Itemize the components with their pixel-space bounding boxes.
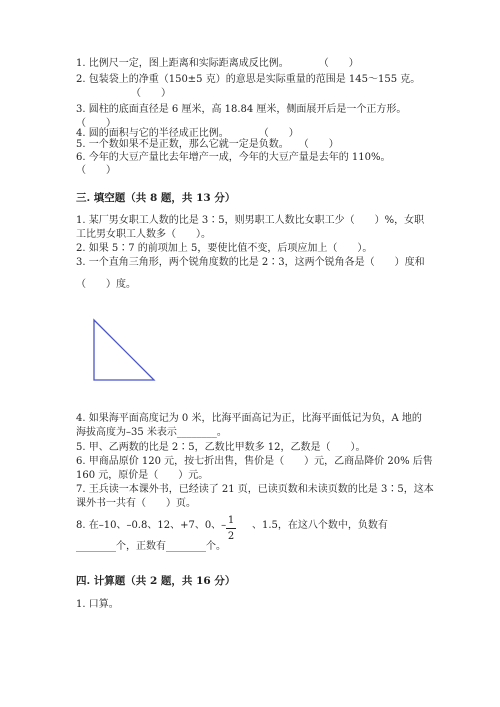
judge-line-9: （ ） <box>76 165 116 176</box>
fill-line-9: 6. 甲商品原价 120 元，按七折出售，售价是（ ）元，乙商品降价 20% 后售 <box>76 456 433 467</box>
fill-line-8: 5. 甲、乙两数的比是 2∶5，乙数比甲数多 12，乙数是（ ）。 <box>76 442 366 453</box>
fill-line-12: 课外书一共有（ ）页。 <box>76 498 196 509</box>
q8-prefix: 8. 在–10、–0.8、12、+7、0、– <box>76 520 227 531</box>
fraction-numerator: 1 <box>227 515 235 526</box>
fill-line-2: 工比男女职工人数多（ ）。 <box>76 229 211 240</box>
section-4-title: 四. 计算题（共 2 题，共 16 分） <box>76 575 236 587</box>
q8-suffix: 、1.5，在这八个数中，负数有 <box>252 520 388 531</box>
q8-line-2: ________个，正数有________个。 <box>76 541 226 552</box>
fill-line-1: 1. 某厂男女职工人数的比是 3∶5，则男职工人数比女职工少（ ）%，女职 <box>76 215 425 226</box>
judge-line-4: 3. 圆柱的底面直径是 6 厘米，高 18.84 厘米，侧面展开后是一个正方形。 <box>76 104 407 115</box>
fill-line-3: 2. 如果 5∶7 的前项加上 5，要使比值不变，后项应加上（ ）。 <box>76 243 373 254</box>
judge-line-8: 6. 今年的大豆产量比去年增产一成，今年的大豆产量是去年的 110%。 <box>76 152 391 163</box>
judge-line-7: 5. 一个数如果不是正数，那么它就一定是负数。 （ ） <box>76 139 339 150</box>
fill-line-5: （ ）度。 <box>76 279 136 290</box>
fraction-one-half <box>226 514 236 543</box>
fill-line-11: 7. 王兵读一本课外书，已经读了 21 页，已读页数和未读页数的比是 3∶5，这本 <box>76 484 434 495</box>
fill-line-6: 4. 如果海平面高度记为 0 米，比海平面高记为正，比海平面低记为负，A 地的 <box>76 413 422 424</box>
judge-line-5: （ ） <box>76 118 116 129</box>
section-3-title: 三. 填空题（共 8 题，共 13 分） <box>76 192 236 204</box>
fill-line-10: 160 元，原价是（ ）元。 <box>76 470 209 481</box>
calc-line-1: 1. 口算。 <box>76 599 119 610</box>
right-triangle-figure <box>90 316 160 386</box>
fill-line-7: 海拔高度为–35 米表示________。 <box>76 427 227 438</box>
fraction-bar <box>226 528 236 529</box>
judge-line-3: （ ） <box>76 88 171 99</box>
judge-line-1: 1. 比例尺一定，图上距离和实际距离成反比例。 （ ） <box>76 58 359 69</box>
right-triangle <box>94 320 154 380</box>
judge-line-2: 2. 包装袋上的净重（150±5 克）的意思是实际重量的范围是 145～155 克。 <box>76 74 421 85</box>
fraction-denominator: 2 <box>227 531 235 542</box>
judge-line-6: 4. 圆的面积与它的半径成正比例。 （ ） <box>76 128 299 139</box>
fill-line-4: 3. 一个直角三角形，两个锐角度数的比是 2∶3，这两个锐角各是（ ）度和 <box>76 257 425 268</box>
